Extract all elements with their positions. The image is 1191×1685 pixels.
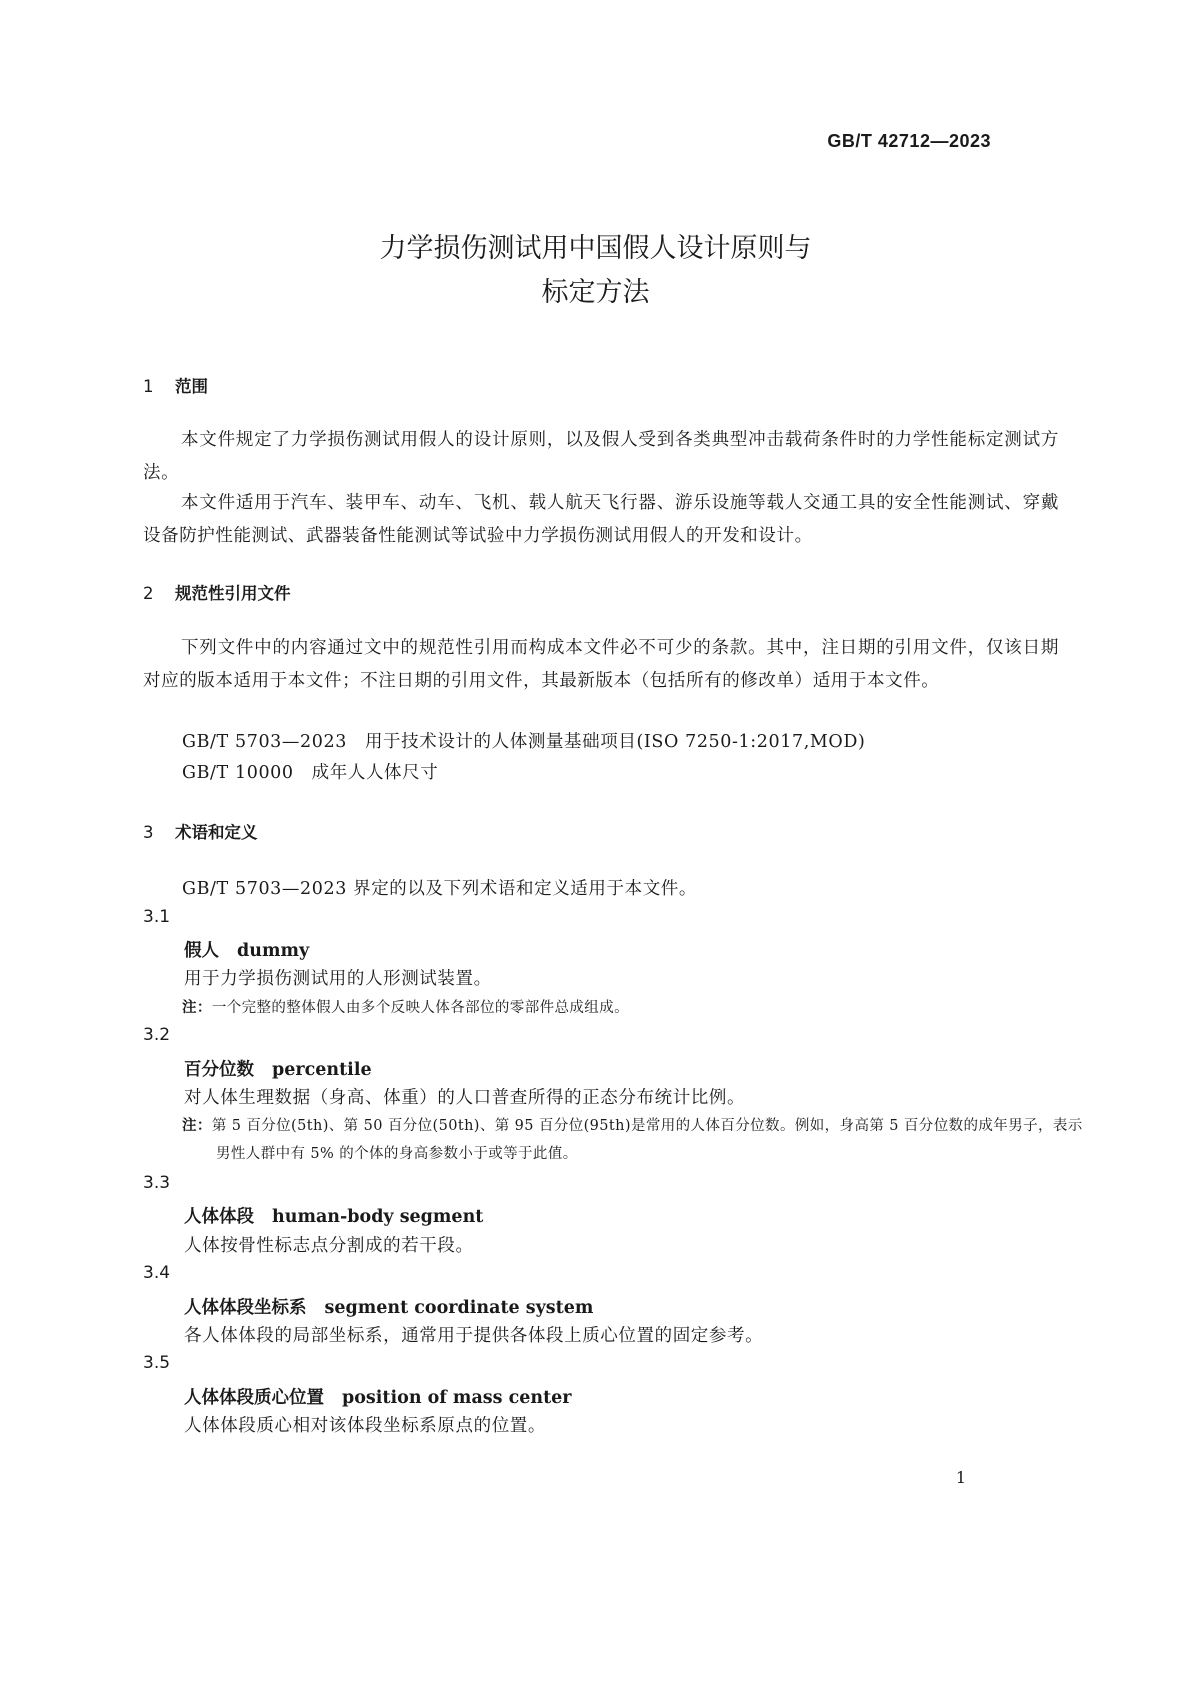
term-zh: 人体体段 — [184, 1207, 254, 1227]
term-en: percentile — [272, 1060, 372, 1080]
reference-code: GB/T 10000 — [182, 763, 294, 783]
term-en: position of mass center — [342, 1388, 572, 1408]
term-zh: 百分位数 — [184, 1060, 254, 1080]
reference-title: 成年人人体尺寸 — [311, 763, 439, 783]
term-zh: 人体体段质心位置 — [184, 1388, 324, 1408]
term-zh: 人体体段坐标系 — [184, 1298, 307, 1318]
term-heading — [184, 1294, 593, 1319]
term-heading — [184, 1384, 572, 1409]
terms-intro: GB/T 5703—2023 界定的以及下列术语和定义适用于本文件。 — [182, 879, 698, 899]
term-en: segment coordinate system — [324, 1298, 594, 1318]
note-text: 一个完整的整体假人由多个反映人体各部位的零部件总成组成。 — [211, 1000, 630, 1016]
clause-number: 3.3 — [143, 1173, 171, 1193]
reference-title: 用于技术设计的人体测量基础项目(ISO 7250-1:2017,MOD) — [364, 732, 866, 752]
term-heading — [184, 1056, 372, 1081]
normative-references-intro: 下列文件中的内容通过文中的规范性引用而构成本文件必不可少的条款。其中，注日期的引用文件，仅该日期对应的版本适用于本文件；不注日期的引用文件，其最新版本（包括所有的修改单）适用于本文件。 — [143, 638, 1059, 691]
clause-number: 3.5 — [143, 1353, 171, 1373]
document-title-line-1: 力学损伤测试用中国假人设计原则与 — [379, 233, 812, 264]
term-heading — [184, 937, 309, 962]
term-definition: 用于力学损伤测试用的人形测试装置。 — [184, 969, 492, 989]
section-number: 3 — [143, 823, 154, 842]
term-definition: 各人体体段的局部坐标系，通常用于提供各体段上质心位置的固定参考。 — [184, 1326, 764, 1346]
section-title: 范围 — [175, 377, 208, 396]
term-heading — [184, 1203, 483, 1228]
term-definition: 人体按骨性标志点分割成的若干段。 — [184, 1236, 474, 1256]
document-title-line-2: 标定方法 — [541, 277, 650, 308]
note-label: 注： — [182, 1000, 212, 1016]
clause-number: 3.1 — [143, 907, 171, 927]
section-2-heading — [143, 580, 291, 604]
clause-number: 3.4 — [143, 1263, 171, 1283]
section-title: 规范性引用文件 — [175, 584, 291, 603]
term-en: dummy — [237, 941, 310, 961]
note-text: 第 5 百分位(5th)、第 50 百分位(50th)、第 95 百分位(95th)是常用的人体百分位数。例如，身高第 5 百分位数的成年男子，表示男性人群中有 5% 的个体的身高参数小于或等于此值。 — [211, 1118, 1083, 1162]
note-label: 注： — [182, 1118, 212, 1134]
page-number: 1 — [955, 1468, 966, 1487]
term-en: human-body segment — [272, 1207, 484, 1227]
term-zh: 假人 — [184, 941, 219, 961]
term-definition: 人体体段质心相对该体段坐标系原点的位置。 — [184, 1416, 546, 1436]
term-note — [182, 1112, 1096, 1168]
section-number: 2 — [143, 584, 154, 603]
section-number: 1 — [143, 377, 154, 396]
section-3-heading — [143, 819, 258, 843]
reference-item — [182, 759, 438, 784]
standard-code: GB/T 42712—2023 — [827, 131, 991, 151]
scope-paragraph-2: 本文件适用于汽车、装甲车、动车、飞机、载人航天飞行器、游乐设施等载人交通工具的安全性能测试、穿戴设备防护性能测试、武器装备性能测试等试验中力学损伤测试用假人的开发和设计。 — [143, 493, 1059, 546]
reference-code: GB/T 5703—2023 — [182, 732, 347, 752]
clause-number: 3.2 — [143, 1025, 171, 1045]
section-1-heading — [143, 373, 208, 397]
term-note — [182, 994, 1062, 1022]
section-title: 术语和定义 — [175, 823, 258, 842]
scope-paragraph-1: 本文件规定了力学损伤测试用假人的设计原则，以及假人受到各类典型冲击载荷条件时的力学性能标定测试方法。 — [143, 430, 1059, 483]
reference-item — [182, 728, 865, 753]
term-definition: 对人体生理数据（身高、体重）的人口普查所得的正态分布统计比例。 — [184, 1088, 746, 1108]
